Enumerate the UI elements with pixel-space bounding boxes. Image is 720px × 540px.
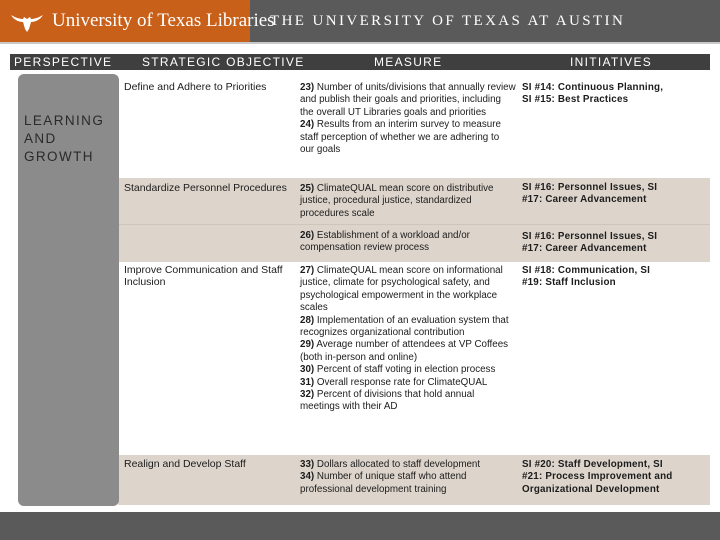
measure-item: 30) Percent of staff voting in election process xyxy=(300,364,496,376)
perspective-label: LEARNING AND GROWTH xyxy=(24,113,105,164)
objective-realign-develop: Realign and Develop Staff xyxy=(124,458,246,470)
column-header-perspective: PERSPECTIVE xyxy=(14,55,113,69)
brand-title: University of Texas Libraries xyxy=(52,10,275,31)
measure-item: 33) Dollars allocated to staff development xyxy=(300,459,481,470)
measure-item: 25) ClimateQUAL mean score on distributive justice, procedural justice, standardized procedures scale xyxy=(300,183,494,219)
longhorn-icon xyxy=(10,9,44,33)
measure-item: 32) Percent of divisions that hold annual meetings with their AD xyxy=(300,389,475,413)
measure-item: 24) Results from an interim survey to measure staff perception of whether we are adhering to our goals xyxy=(300,119,501,156)
initiatives-group-2: SI #16: Personnel Issues, SI #17: Career Advancement xyxy=(522,182,658,206)
measure-item: 28) Implementation of an evaluation system that recognizes organizational contribution xyxy=(300,314,509,339)
objective-standardize-personnel: Standardize Personnel Procedures xyxy=(124,182,287,194)
row-separator xyxy=(118,224,710,225)
measure-group-2b xyxy=(300,230,516,255)
column-header-objective: STRATEGIC OBJECTIVE xyxy=(142,55,305,69)
initiatives-group-3: SI #18: Communication, SI #19: Staff Inclusion xyxy=(522,265,651,289)
measure-group-2 xyxy=(300,183,516,220)
initiatives-group-4: SI #20: Staff Development, SI #21: Process Improvement and Organizational Development xyxy=(522,459,673,495)
campus-title: THE UNIVERSITY OF TEXAS AT AUSTIN xyxy=(270,13,626,29)
objective-define-priorities: Define and Adhere to Priorities xyxy=(124,81,267,93)
initiatives-group-2b: SI #16: Personnel Issues, SI #17: Career Advancement xyxy=(522,231,658,255)
measure-item: 26) Establishment of a workload and/or compensation review process xyxy=(300,230,470,254)
perspective-learning-growth xyxy=(18,74,119,506)
initiatives-group-1: SI #14: Continuous Planning, SI #15: Best Practices xyxy=(522,82,664,106)
measure-item: 27) ClimateQUAL mean score on informational justice, climate for psychological safety, and psychological empowerment in the workplace scales xyxy=(300,265,503,314)
column-header-measure: MEASURE xyxy=(374,55,443,69)
measure-group-4 xyxy=(300,459,516,496)
measure-item: 23) Number of units/divisions that annually review and publish their goals and priorities, including the overall UT Libraries goals and priorities xyxy=(300,82,516,118)
measure-item: 34) Number of unique staff who attend professional development training xyxy=(300,471,467,495)
measure-group-1 xyxy=(300,82,516,156)
column-header-initiatives: INITIATIVES xyxy=(570,55,653,69)
measure-item: 31) Overall response rate for ClimateQUAL xyxy=(300,376,488,388)
footer-bar xyxy=(0,512,720,540)
measure-item: 29) Average number of attendees at VP Coffees (both in-person and online) xyxy=(300,339,509,363)
measure-group-3 xyxy=(300,265,516,414)
objective-improve-communication: Improve Communication and Staff Inclusion xyxy=(124,264,283,289)
brand-block[interactable] xyxy=(0,0,275,42)
header-divider xyxy=(0,42,720,44)
header-bar xyxy=(0,0,720,42)
column-header-bar xyxy=(10,54,710,70)
